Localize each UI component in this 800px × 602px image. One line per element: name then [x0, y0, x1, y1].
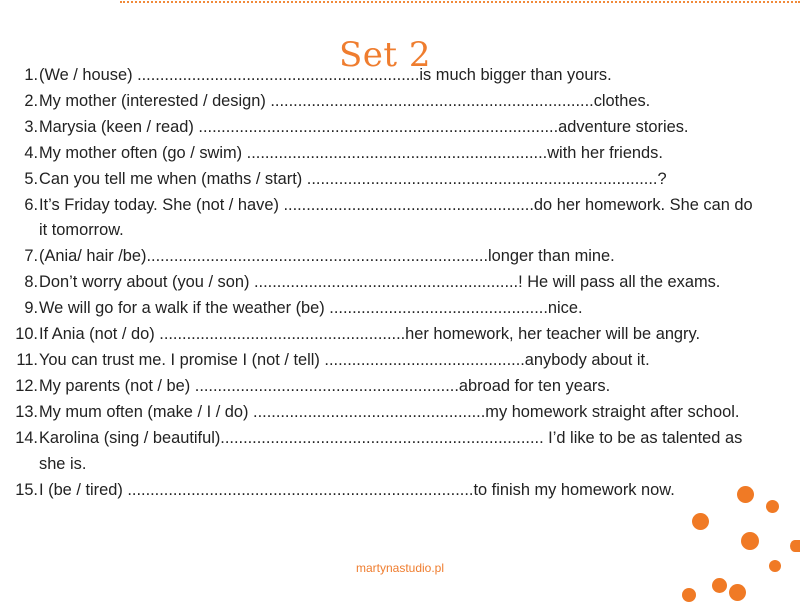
exercise-item: [0, 348, 800, 374]
exercise-text: My parents (not / be) ..........................................................abroad for ten years.: [39, 376, 611, 395]
exercise-item: [0, 296, 800, 322]
exercise-number: 1.: [24, 66, 38, 84]
exercise-item: [0, 115, 800, 141]
exercise-item: [0, 167, 800, 193]
page-title: Set 2: [338, 34, 431, 75]
exercise-text: Don’t worry about (you / son) ..........................................................! He will pass all the exams.: [39, 273, 721, 292]
exercise-text: My mother often (go / swim) ..................................................................with her friends.: [39, 143, 663, 162]
exercise-item: [0, 426, 800, 478]
exercise-item: [0, 270, 800, 296]
exercise-item: [0, 400, 800, 426]
exercise-item: [0, 63, 800, 89]
exercise-number: 14.: [15, 428, 38, 447]
exercise-text: If Ania (not / do) ......................................................her homework, her teacher will be angry.: [39, 325, 701, 344]
exercise-number: 12.: [15, 376, 38, 395]
decorative-dot: [766, 500, 779, 513]
exercise-number: 9.: [24, 299, 38, 318]
exercise-number: 8.: [24, 273, 38, 292]
decorative-dot: [692, 513, 709, 530]
decorative-dot: [790, 540, 800, 552]
exercise-item: [0, 193, 800, 245]
exercise-item: [0, 89, 800, 115]
exercise-item: [0, 478, 800, 504]
exercise-item: [0, 244, 800, 270]
exercise-number: 7.: [24, 247, 38, 266]
exercise-number: 6.: [24, 195, 38, 214]
exercise-text: We will go for a walk if the weather (be) ................................................nice.: [39, 299, 583, 318]
exercise-number: 3.: [24, 117, 38, 136]
exercise-text: You can trust me. I promise I (not / tell) ............................................anybody about it.: [39, 350, 650, 369]
decorative-dot: [741, 532, 759, 550]
decorative-dot: [729, 584, 746, 601]
exercise-text: My mum often (make / I / do) ...................................................my homework straight after school.: [39, 402, 740, 421]
exercise-text: Can you tell me when (maths / start) .............................................................................?: [39, 169, 667, 188]
exercise-text: It’s Friday today. She (not / have) .......................................................do her homework. She can do it tomorrow.: [39, 195, 753, 240]
dotted-top-border: [120, 1, 800, 3]
exercise-number: 5.: [24, 169, 38, 188]
exercise-text: (Ania/ hair /be)...........................................................................longer than mine.: [39, 247, 615, 266]
exercise-number: 13.: [15, 402, 38, 421]
exercise-number: 11.: [16, 350, 38, 369]
exercise-text: My mother (interested / design) .......................................................................clothes.: [39, 91, 651, 110]
exercise-text: I (be / tired) ............................................................................to finish my homework now.: [39, 480, 675, 499]
exercise-item: [0, 141, 800, 167]
decorative-dot: [769, 560, 781, 572]
exercise-item: [0, 322, 800, 348]
exercise-text: Marysia (keen / read) ...............................................................................adventure stories.: [39, 117, 689, 136]
exercise-list: [0, 63, 800, 503]
exercise-number: 10.: [15, 325, 38, 344]
exercise-number: 4.: [24, 143, 38, 162]
exercise-item: [0, 374, 800, 400]
exercise-number: 15.: [15, 480, 38, 499]
decorative-dot: [737, 486, 754, 503]
exercise-text: (We / house) ..............................................................is much bigger than yours.: [39, 66, 612, 84]
decorative-dot: [712, 578, 727, 593]
footer-credit: martynastudio.pl: [355, 561, 445, 575]
exercise-number: 2.: [24, 91, 38, 110]
exercise-text: Karolina (sing / beautiful)....................................................................... I’d like to be as talented as she is.: [39, 428, 743, 473]
